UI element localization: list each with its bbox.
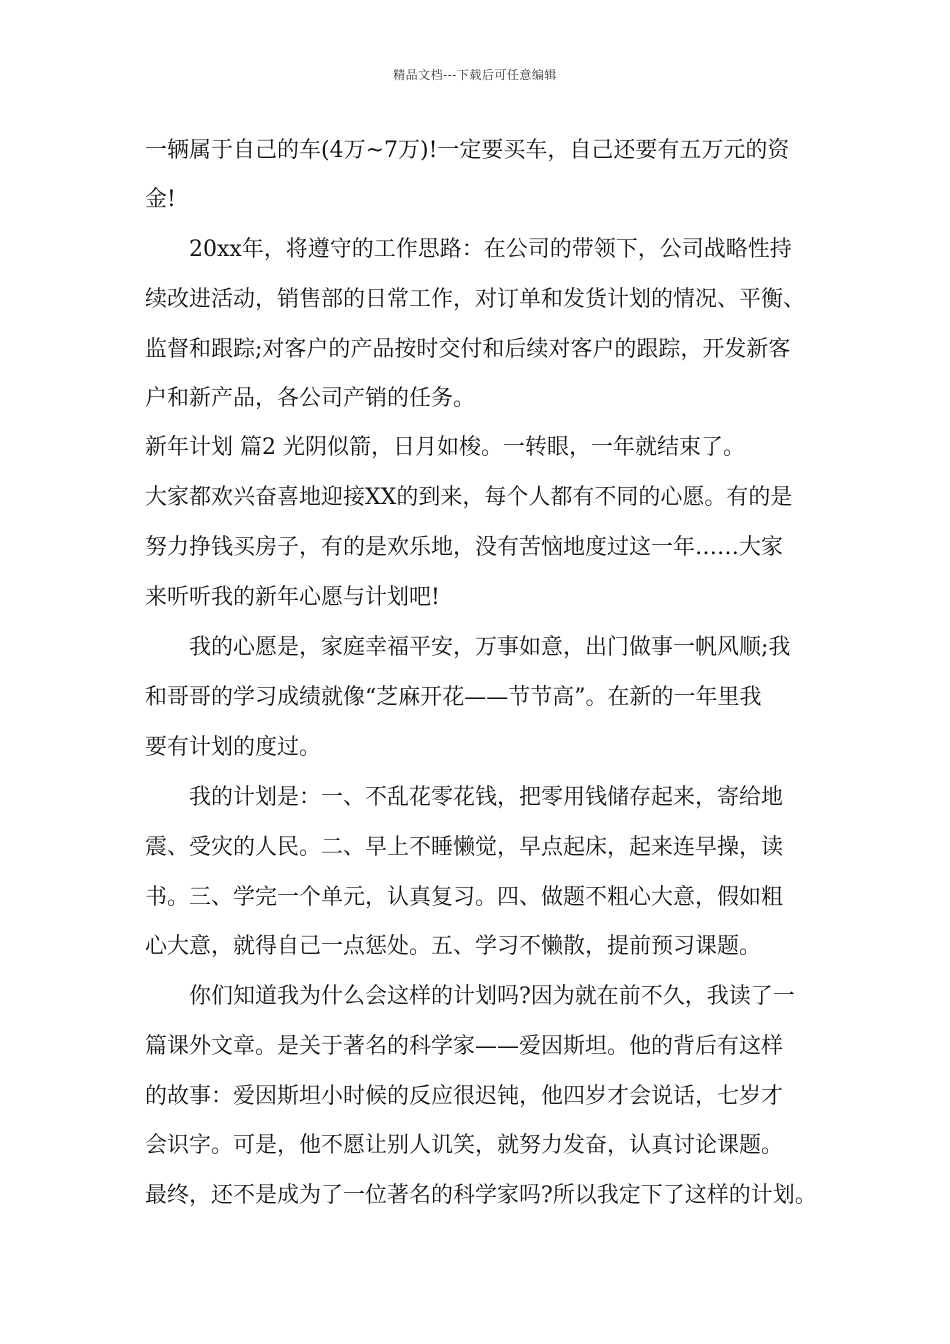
text-line: 我的心愿是，家庭幸福平安，万事如意，出门做事一帆风顺;我 <box>145 635 791 660</box>
text-line: 一辆属于自己的车(4万~7万)!一定要买车，自己还要有五万元的资 <box>145 138 790 163</box>
text-line: 震、受灾的人民。二、早上不睡懒觉，早点起床，起来连早操，读 <box>145 835 784 860</box>
text-line: 努力挣钱买房子，有的是欢乐地，没有苦恼地度过这一年……大家 <box>145 535 784 560</box>
section-heading-line: 新年计划 篇2 光阴似箭，日月如梭。一转眼，一年就结束了。 <box>145 435 745 460</box>
text-line: 来听听我的新年心愿与计划吧! <box>145 585 440 610</box>
text-line: 大家都欢兴奋喜地迎接XX的到来，每个人都有不同的心愿。有的是 <box>145 485 793 510</box>
text-line: 会识字。可是，他不愿让别人讥笑，就努力发奋，认真讨论课题。 <box>145 1133 784 1158</box>
text-line: 和哥哥的学习成绩就像“芝麻开花——节节高”。在新的一年里我 <box>145 685 762 710</box>
text-line: 续改进活动，销售部的日常工作，对订单和发货计划的情况、平衡、 <box>145 287 806 312</box>
text-line: 书。三、学完一个单元，认真复习。四、做题不粗心大意，假如粗 <box>145 885 784 910</box>
text-line: 篇课外文章。是关于著名的科学家——爱因斯坦。他的背后有这样 <box>145 1034 784 1059</box>
text-line: 金! <box>145 187 176 212</box>
text-line: 要有计划的度过。 <box>145 735 322 760</box>
page-header: 精品文档---下载后可任意编辑 <box>393 68 557 82</box>
text-line: 最终，还不是成为了一位著名的科学家吗?所以我定下了这样的计划。 <box>145 1183 817 1208</box>
text-line: 我的计划是：一、不乱花零花钱，把零用钱储存起来，寄给地 <box>145 785 784 810</box>
text-line: 20xx年，将遵守的工作思路：在公司的带领下，公司战略性持 <box>145 237 792 262</box>
text-line: 你们知道我为什么会这样的计划吗?因为就在前不久，我读了一 <box>145 984 795 1009</box>
text-line: 心大意，就得自己一点惩处。五、学习不懒散，提前预习课题。 <box>145 934 762 959</box>
text-line: 监督和跟踪;对客户的产品按时交付和后续对客户的跟踪，开发新客 <box>145 337 791 362</box>
text-line: 的故事：爱因斯坦小时候的反应很迟钝，他四岁才会说话，七岁才 <box>145 1084 784 1109</box>
text-line: 户和新产品，各公司产销的任务。 <box>145 386 476 411</box>
